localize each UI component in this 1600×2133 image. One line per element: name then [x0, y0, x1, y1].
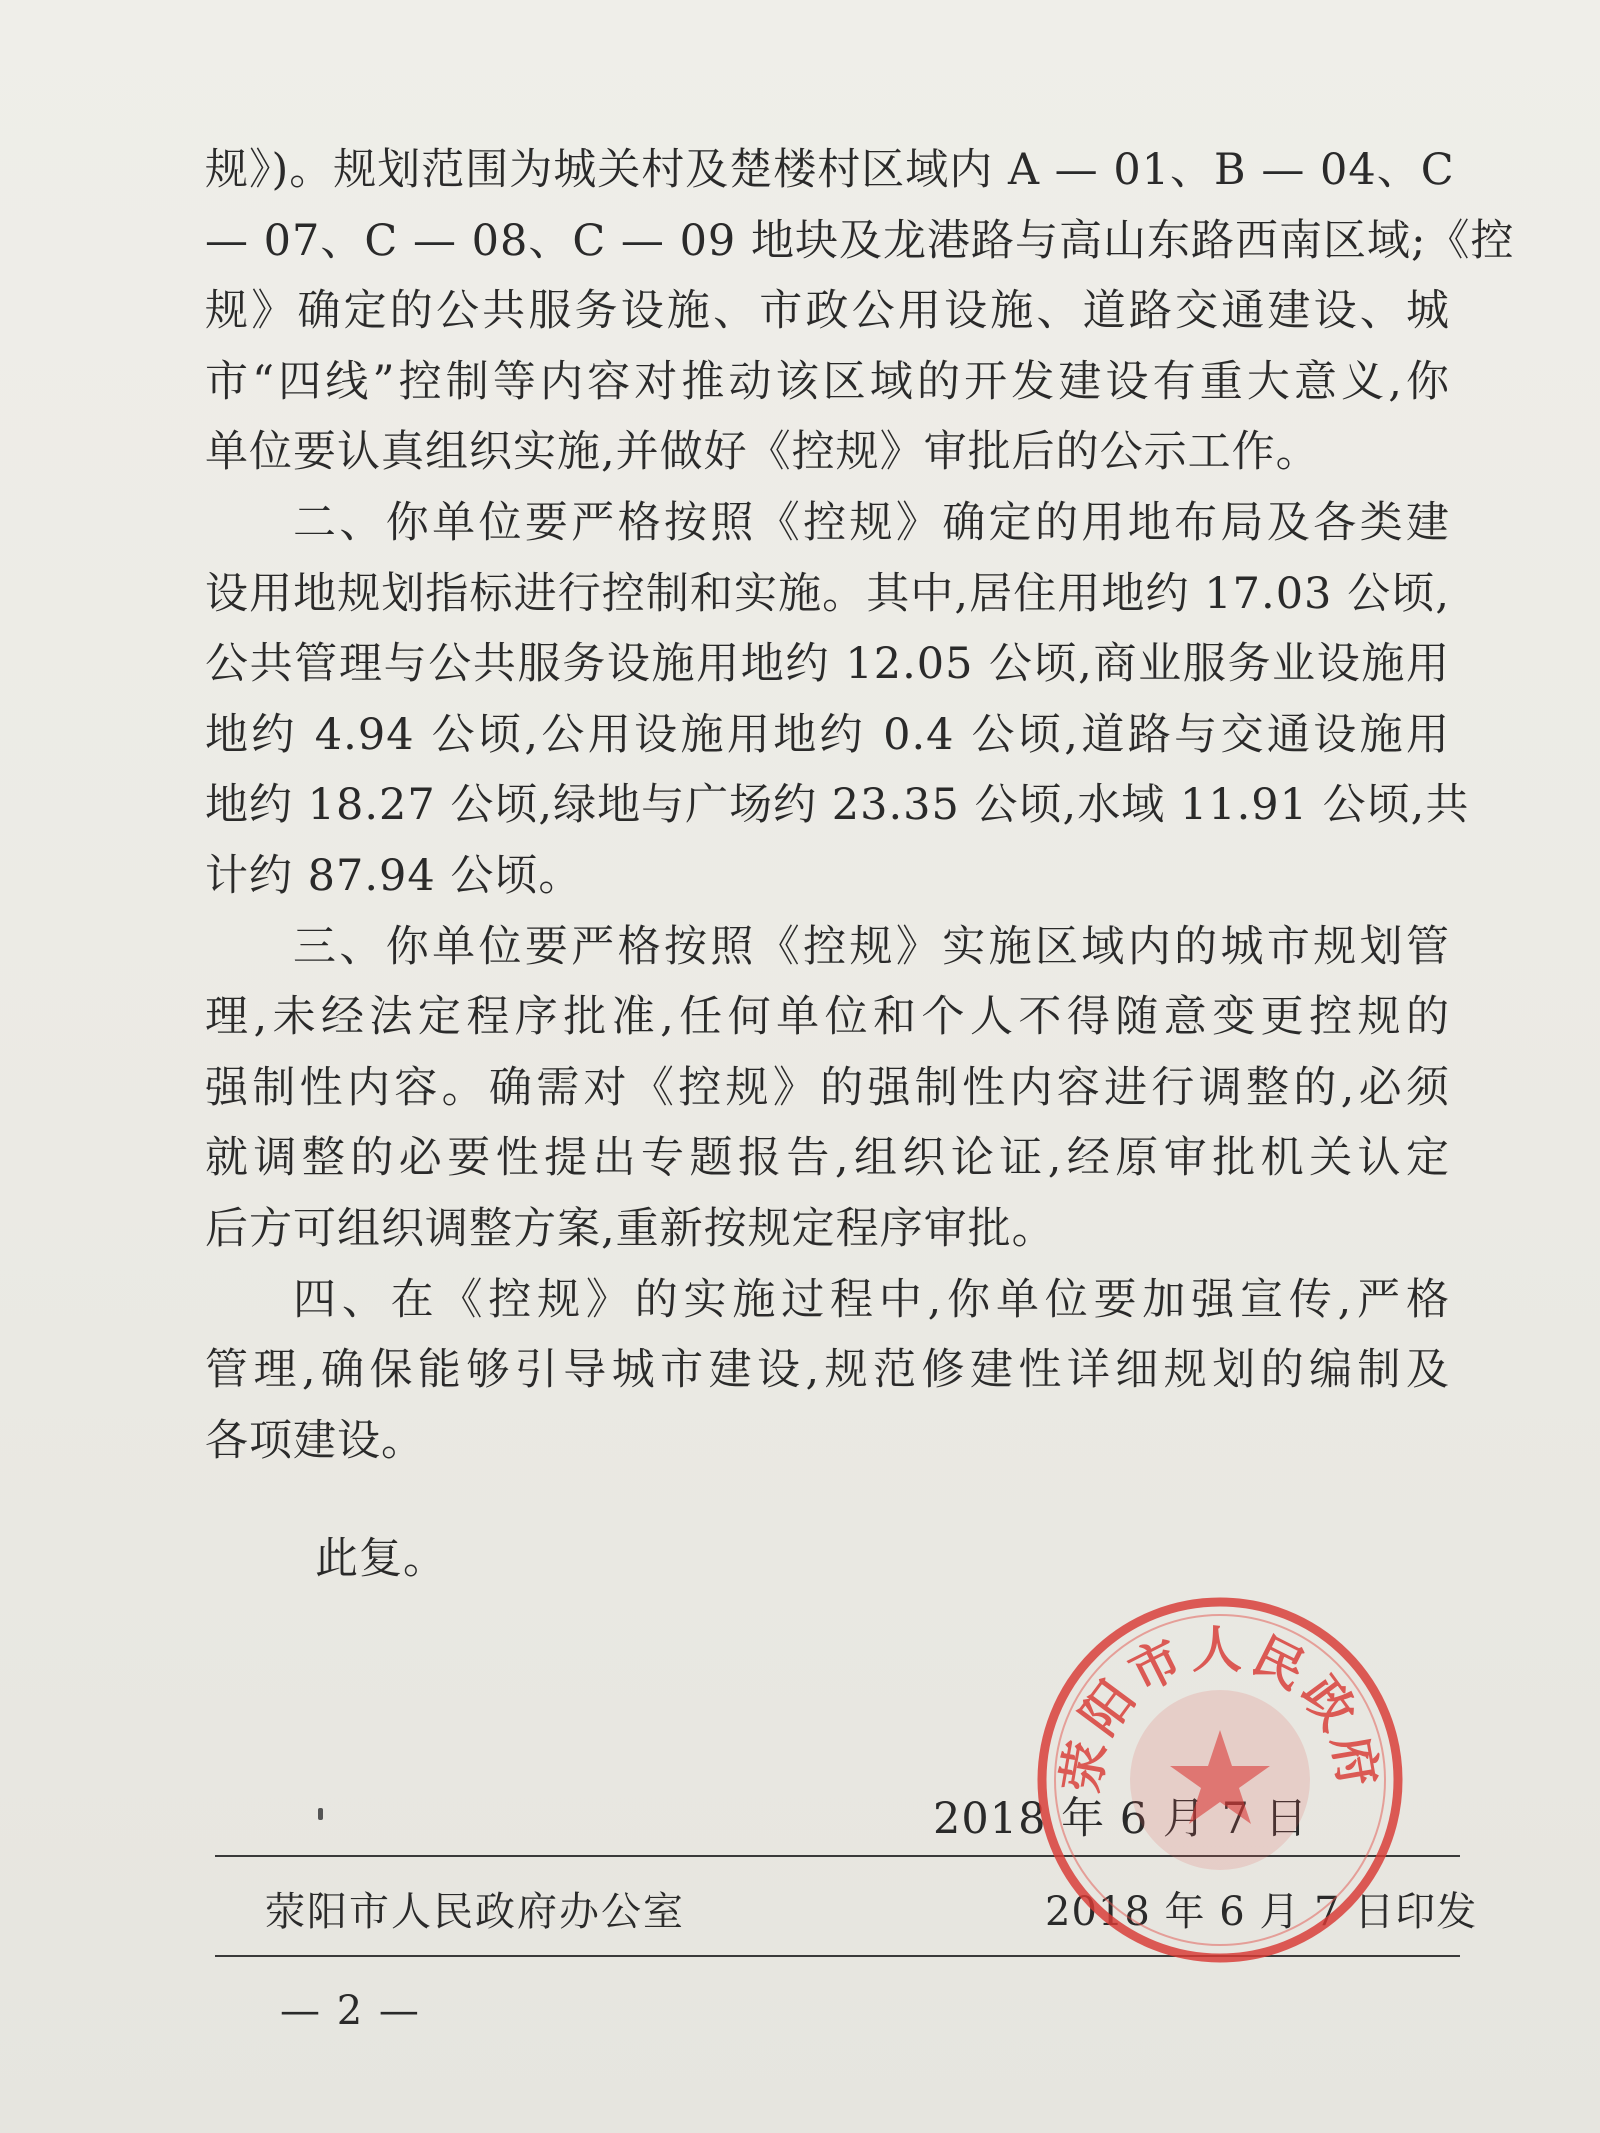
text-line: 管理,确保能够引导城市建设,规范修建性详细规划的编制及 [205, 1345, 1450, 1396]
paragraph-start-line: 三、你单位要严格按照《控规》实施区域内的城市规划管 [293, 921, 1450, 972]
text-line: 就调整的必要性提出专题报告,组织论证,经原审批机关认定 [205, 1133, 1450, 1184]
paragraph-start-line: 二、你单位要严格按照《控规》确定的用地布局及各类建 [293, 497, 1450, 548]
body-text [205, 135, 1515, 1476]
text-line: 市“四线”控制等内容对推动该区域的开发建设有重大意义,你 [205, 356, 1450, 407]
text-line: 理,未经法定程序批准,任何单位和个人不得随意变更控规的 [205, 992, 1450, 1043]
issue-date: 2018 年 6 月 7 日印发 [1045, 1889, 1478, 1935]
text-line: 地约 4.94 公顷,公用设施用地约 0.4 公顷,道路与交通设施用 [205, 709, 1450, 760]
text-line: 单位要认真组织实施,并做好《控规》审批后的公示工作。 [205, 427, 1320, 478]
text-line: 计约 87.94 公顷。 [205, 850, 583, 901]
text-line: 设用地规划指标进行控制和实施。其中,居住用地约 17.03 公顷, [205, 568, 1450, 619]
seal-text: 荥阳市人民政府 [1051, 1621, 1389, 1797]
text-line: — 07、C — 08、C — 09 地块及龙港路与高山东路西南区域;《控 [205, 215, 1515, 266]
text-line: 各项建设。 [205, 1415, 425, 1466]
official-seal-icon [1030, 1590, 1410, 1970]
text-line: 后方可组织调整方案,重新按规定程序审批。 [205, 1203, 1056, 1254]
text-line: 强制性内容。确需对《控规》的强制性内容进行调整的,必须 [205, 1062, 1450, 1113]
issuing-office: 荥阳市人民政府办公室 [265, 1889, 685, 1935]
text-line: 规》确定的公共服务设施、市政公用设施、道路交通建设、城 [205, 286, 1450, 337]
text-line: 地约 18.27 公顷,绿地与广场约 23.35 公顷,水域 11.91 公顷,共 [205, 780, 1470, 831]
text-line: 规》)。规划范围为城关村及楚楼村区域内 A — 01、B — 04、C [205, 145, 1455, 195]
page-number: — 2 — [280, 1988, 421, 2034]
paragraph-start-line: 四、在《控规》的实施过程中,你单位要加强宣传,严格 [293, 1274, 1450, 1325]
signature-date: 2018 年 6 月 7 日 [933, 1794, 1309, 1844]
closing-remark: 此复。 [315, 1534, 447, 1584]
ink-speck [318, 1808, 323, 1820]
text-line: 公共管理与公共服务设施用地约 12.05 公顷,商业服务业设施用 [205, 639, 1450, 690]
